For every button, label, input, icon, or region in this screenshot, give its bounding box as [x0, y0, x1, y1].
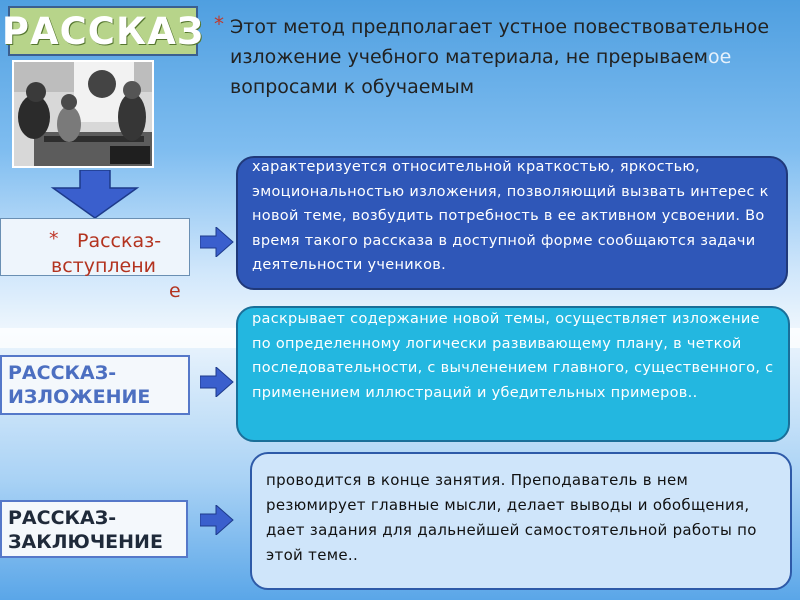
description-box-intro [236, 156, 788, 290]
classroom-photo [12, 60, 154, 168]
label-line: вступлени [51, 255, 156, 277]
description-box-conclusion [250, 452, 792, 590]
description-box-exposition [236, 306, 790, 442]
description-text: характеризуется относительной краткостью, яркостью, эмоциональностью изложения, позволяющий вызвать интерес к новой теме, возбудить потребность в ее активном усвоении. Во время такого рассказа в доступной форме сообщаются задачи деятельности учеников. [252, 159, 769, 273]
label-story-intro [0, 218, 190, 302]
down-arrow-icon [45, 170, 145, 220]
label-line: е [169, 280, 181, 302]
intro-text-end: вопросами к обучаемым [230, 76, 475, 98]
page-title: РАССКАЗ [8, 6, 198, 56]
label-story-conclusion: РАССКАЗ-ЗАКЛЮЧЕНИЕ [0, 500, 188, 558]
label-line: Рассказ- [77, 230, 162, 252]
right-arrow-icon [200, 505, 234, 535]
intro-text-main: Этот метод предполагает устное повествовательное изложение учебного материала, не прерываем [230, 16, 770, 68]
label-story-exposition: РАССКАЗ-ИЗЛОЖЕНИЕ [0, 355, 190, 415]
right-arrow-icon [200, 227, 234, 257]
intro-text-faint: ое [708, 46, 732, 68]
intro-text [230, 12, 790, 102]
right-arrow-icon [200, 367, 234, 397]
description-text: проводится в конце занятия. Преподаватель в нем резюмирует главные мысли, делает выводы и обобщения, дает задания для дальнейшей самостоятельной работы по этой теме.. [266, 471, 757, 564]
description-text: раскрывает содержание новой темы, осуществляет изложение по определенному логически развивающему плану, в четкой последовательности, с вычленением главного, существенного, с применением иллюстраций и убедительных примеров.. [252, 311, 774, 401]
bullet-star: * [49, 228, 59, 250]
bullet-star: * [214, 12, 224, 36]
